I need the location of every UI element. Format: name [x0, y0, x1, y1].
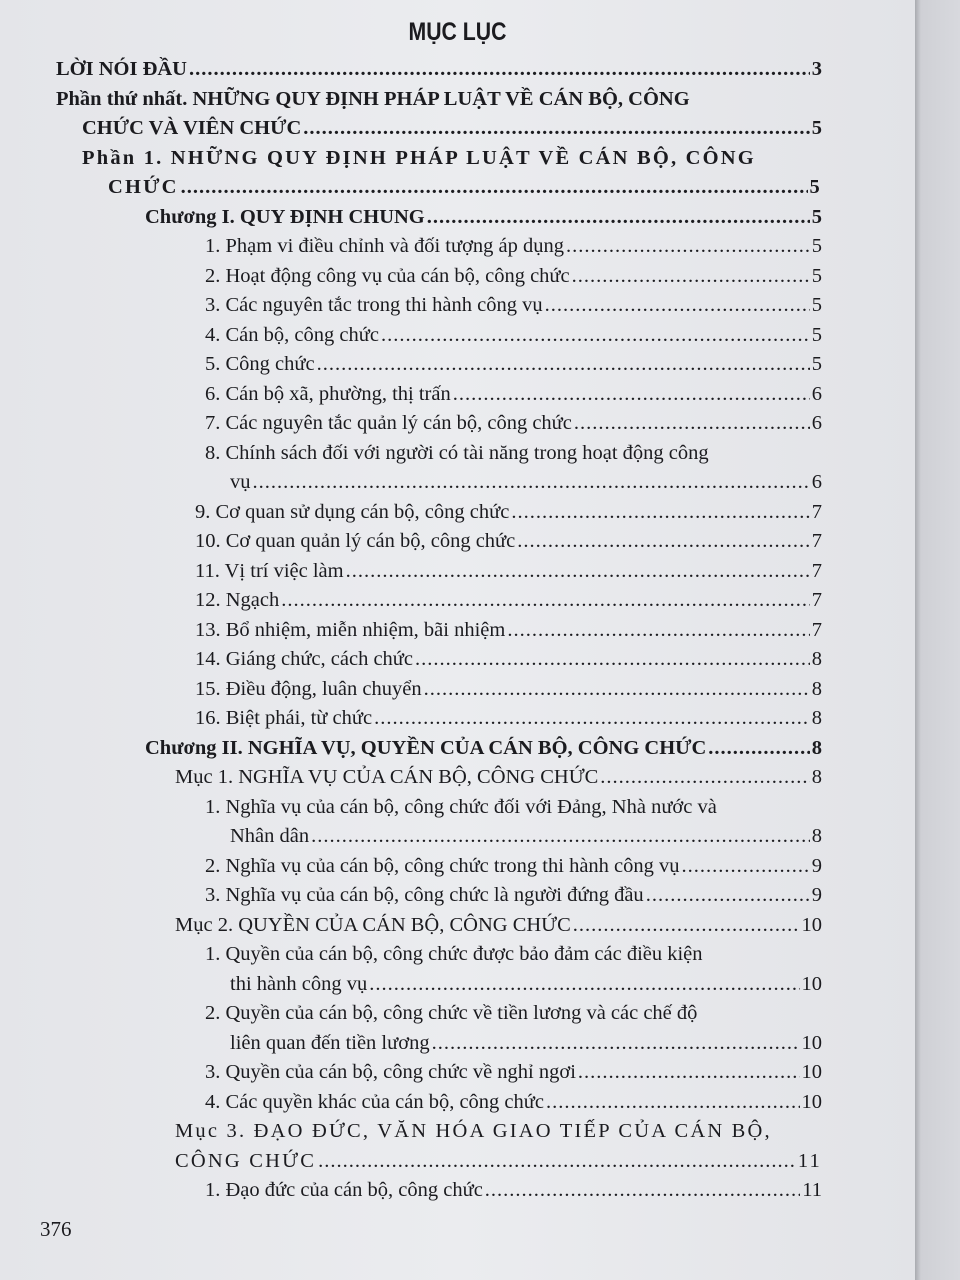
toc-entry-title: CÔNG CHỨC — [175, 1149, 317, 1172]
toc-line — [0, 763, 822, 793]
toc-entry-title: Chương I. QUY ĐỊNH CHUNG — [145, 205, 425, 228]
toc-page-number: 9 — [811, 884, 822, 906]
dot-leader — [281, 586, 809, 616]
dot-leader — [369, 970, 799, 1000]
toc-entry — [0, 852, 822, 882]
toc-line — [0, 498, 822, 528]
toc-page-number: 5 — [811, 117, 822, 139]
toc-entry-title: 1. Nghĩa vụ của cán bộ, công chức đối với Đảng, Nhà nước và — [205, 795, 717, 818]
toc-page-number: 10 — [801, 1061, 822, 1083]
toc-entry — [0, 85, 822, 144]
dot-leader — [682, 852, 810, 882]
toc-page-number: 7 — [811, 530, 822, 552]
toc-entry-title: 4. Cán bộ, công chức — [205, 323, 379, 346]
toc-entry-title: 6. Cán bộ xã, phường, thị trấn — [205, 382, 451, 405]
page-title: MỤC LỤC — [408, 18, 507, 46]
toc-entry-title: 1. Đạo đức của cán bộ, công chức — [205, 1179, 483, 1201]
toc-line — [0, 262, 822, 292]
toc-entry-title: Phần thứ nhất. NHỮNG QUY ĐỊNH PHÁP LUẬT VỀ CÁN BỘ, CÔNG — [56, 87, 690, 110]
toc-page-number: 8 — [811, 677, 822, 700]
toc-entry-title: 9. Cơ quan sử dụng cán bộ, công chức — [195, 500, 510, 523]
toc-entry-title: 3. Quyền của cán bộ, công chức về nghỉ ngơi — [205, 1061, 576, 1083]
toc-line — [0, 940, 822, 970]
page-number: 376 — [40, 1217, 72, 1241]
dot-leader — [432, 1029, 800, 1059]
dot-leader — [415, 645, 810, 675]
toc-entry-title: 3. Nghĩa vụ của cán bộ, công chức là người đứng đầu — [205, 884, 644, 906]
table-of-contents — [0, 55, 822, 1206]
toc-line — [0, 586, 822, 616]
dot-leader — [253, 468, 810, 498]
toc-entry-title: 8. Chính sách đối với người có tài năng trong hoạt động công — [205, 441, 709, 464]
toc-line — [0, 439, 822, 469]
toc-entry-title: Chương II. NGHĨA VỤ, QUYỀN CỦA CÁN BỘ, CÔNG CHỨC — [145, 736, 707, 759]
toc-line — [0, 1147, 822, 1177]
toc-page-number: 3 — [811, 58, 822, 80]
toc-line — [0, 55, 822, 85]
toc-entry — [0, 232, 822, 262]
facing-page-edge — [915, 0, 960, 1280]
dot-leader — [318, 1147, 796, 1177]
toc-line — [0, 645, 822, 675]
toc-entry — [0, 1117, 822, 1176]
toc-entry — [0, 645, 822, 675]
dot-leader — [572, 262, 810, 292]
toc-line — [0, 911, 822, 941]
toc-entry-title: 4. Các quyền khác của cán bộ, công chức — [205, 1090, 544, 1113]
toc-entry-title: 14. Giáng chức, cách chức — [195, 648, 414, 670]
dot-leader — [573, 911, 800, 941]
toc-entry-title: 10. Cơ quan quản lý cán bộ, công chức — [195, 530, 516, 552]
toc-page-number: 10 — [801, 1090, 822, 1113]
toc-entry — [0, 439, 822, 498]
toc-line — [0, 85, 822, 115]
toc-page-number: 6 — [811, 412, 822, 434]
dot-leader — [427, 203, 810, 233]
toc-page-number: 5 — [811, 353, 822, 375]
toc-line — [0, 881, 822, 911]
toc-line — [0, 380, 822, 410]
toc-entry — [0, 262, 822, 292]
dot-leader — [485, 1176, 800, 1206]
dot-leader — [374, 704, 810, 734]
dot-leader — [546, 1088, 800, 1118]
toc-entry-title: Mục 1. NGHĨA VỤ CỦA CÁN BỘ, CÔNG CHỨC — [175, 766, 599, 788]
toc-page-number: 7 — [811, 500, 822, 523]
toc-entry-title: 2. Hoạt động công vụ của cán bộ, công chức — [205, 264, 570, 287]
dot-leader — [507, 616, 809, 646]
dot-leader — [600, 763, 809, 793]
toc-line — [0, 527, 822, 557]
dot-leader — [317, 350, 810, 380]
toc-line — [0, 1029, 822, 1059]
toc-entry — [0, 734, 822, 764]
dot-leader — [303, 114, 810, 144]
dot-leader — [311, 822, 810, 852]
toc-entry-title: Phần 1. NHỮNG QUY ĐỊNH PHÁP LUẬT VỀ CÁN BỘ, CÔNG — [82, 146, 756, 169]
toc-page-number: 7 — [811, 589, 822, 611]
dot-leader — [424, 675, 810, 705]
toc-line — [0, 1176, 822, 1206]
toc-line — [0, 1088, 822, 1118]
toc-page-number: 8 — [811, 648, 822, 670]
toc-entry-title: vụ — [230, 471, 251, 493]
dot-leader — [574, 409, 810, 439]
dot-leader — [381, 321, 810, 351]
dot-leader — [511, 498, 809, 528]
toc-entry-title: 2. Nghĩa vụ của cán bộ, công chức trong thi hành công vụ — [205, 854, 680, 877]
toc-line — [0, 173, 822, 203]
toc-line — [0, 144, 822, 174]
toc-entry-title: CHỨC — [108, 176, 179, 198]
toc-page-number: 10 — [801, 913, 822, 936]
toc-entry — [0, 557, 822, 587]
toc-page-number: 5 — [811, 323, 822, 346]
dot-leader — [578, 1058, 800, 1088]
dot-leader — [646, 881, 810, 911]
toc-entry — [0, 380, 822, 410]
toc-line — [0, 557, 822, 587]
toc-entry — [0, 793, 822, 852]
toc-entry — [0, 704, 822, 734]
toc-entry-title: liên quan đến tiền lương — [230, 1031, 430, 1054]
toc-page-number: 5 — [809, 176, 822, 198]
toc-entry — [0, 291, 822, 321]
dot-leader — [517, 527, 809, 557]
toc-line — [0, 1117, 822, 1147]
toc-line — [0, 970, 822, 1000]
toc-entry — [0, 498, 822, 528]
toc-page-number: 5 — [811, 235, 822, 257]
toc-entry — [0, 55, 822, 85]
toc-page-number: 7 — [811, 618, 822, 641]
toc-entry — [0, 763, 822, 793]
toc-entry — [0, 321, 822, 351]
toc-page-number: 8 — [811, 766, 822, 788]
toc-line — [0, 291, 822, 321]
toc-entry — [0, 940, 822, 999]
dot-leader — [181, 173, 808, 203]
toc-line — [0, 321, 822, 351]
dot-leader — [545, 291, 810, 321]
toc-entry-title: LỜI NÓI ĐẦU — [56, 58, 187, 80]
toc-entry — [0, 1058, 822, 1088]
toc-entry — [0, 1176, 822, 1206]
toc-line — [0, 999, 822, 1029]
toc-page-number: 5 — [811, 264, 822, 287]
toc-entry-title: 12. Ngạch — [195, 589, 280, 611]
toc-entry-title: 5. Công chức — [205, 353, 315, 375]
toc-entry — [0, 911, 822, 941]
toc-entry — [0, 999, 822, 1058]
toc-entry-title: 16. Biệt phái, từ chức — [195, 707, 373, 729]
toc-page-number: 7 — [811, 559, 822, 582]
toc-entry — [0, 616, 822, 646]
toc-line — [0, 704, 822, 734]
toc-page-number: 6 — [811, 471, 822, 493]
toc-entry-title: 1. Phạm vi điều chỉnh và đối tượng áp dụng — [205, 235, 565, 257]
toc-line — [0, 793, 822, 823]
toc-entry — [0, 881, 822, 911]
toc-page-number: 11 — [797, 1149, 822, 1172]
toc-line — [0, 468, 822, 498]
dot-leader — [189, 55, 810, 85]
toc-line — [0, 616, 822, 646]
toc-entry-title: Nhân dân — [230, 825, 310, 847]
toc-entry-title: 15. Điều động, luân chuyển — [195, 677, 422, 700]
dot-leader — [346, 557, 810, 587]
toc-entry-title: 11. Vị trí việc làm — [195, 559, 344, 582]
toc-line — [0, 232, 822, 262]
toc-entry — [0, 527, 822, 557]
toc-line — [0, 114, 822, 144]
dot-leader — [566, 232, 810, 262]
toc-entry-title: Mục 2. QUYỀN CỦA CÁN BỘ, CÔNG CHỨC — [175, 913, 571, 936]
toc-page-number: 8 — [811, 825, 822, 847]
toc-line — [0, 409, 822, 439]
toc-line — [0, 1058, 822, 1088]
toc-page-number: 5 — [811, 205, 822, 228]
toc-entry-title: 13. Bổ nhiệm, miễn nhiệm, bãi nhiệm — [195, 618, 506, 641]
toc-page-number: 9 — [811, 854, 822, 877]
toc-entry — [0, 586, 822, 616]
toc-entry-title: thi hành công vụ — [230, 972, 368, 995]
toc-line — [0, 350, 822, 380]
toc-line — [0, 734, 822, 764]
toc-page-number: 10 — [801, 1031, 822, 1054]
toc-page-number: 11 — [802, 1179, 822, 1201]
toc-line — [0, 822, 822, 852]
toc-line — [0, 852, 822, 882]
toc-page-number: 10 — [801, 972, 822, 995]
toc-page-number: 8 — [811, 736, 822, 759]
toc-entry-title: CHỨC VÀ VIÊN CHỨC — [82, 117, 302, 139]
toc-entry — [0, 350, 822, 380]
toc-entry — [0, 409, 822, 439]
toc-entry — [0, 144, 822, 203]
toc-page-number: 8 — [811, 707, 822, 729]
toc-entry-title: 3. Các nguyên tắc trong thi hành công vụ — [205, 294, 543, 316]
toc-page-number: 5 — [811, 294, 822, 316]
toc-entry — [0, 1088, 822, 1118]
toc-entry-title: 7. Các nguyên tắc quản lý cán bộ, công chức — [205, 412, 572, 434]
dot-leader — [453, 380, 810, 410]
toc-entry-title: Mục 3. ĐẠO ĐỨC, VĂN HÓA GIAO TIẾP CỦA CÁN BỘ, — [175, 1120, 772, 1142]
toc-entry-title: 1. Quyền của cán bộ, công chức được bảo đảm các điều kiện — [205, 943, 703, 965]
toc-entry-title: 2. Quyền của cán bộ, công chức về tiền lương và các chế độ — [205, 1002, 698, 1024]
dot-leader — [708, 734, 809, 764]
toc-line — [0, 675, 822, 705]
toc-line — [0, 203, 822, 233]
toc-entry — [0, 203, 822, 233]
toc-entry — [0, 675, 822, 705]
toc-page-number: 6 — [811, 382, 822, 405]
